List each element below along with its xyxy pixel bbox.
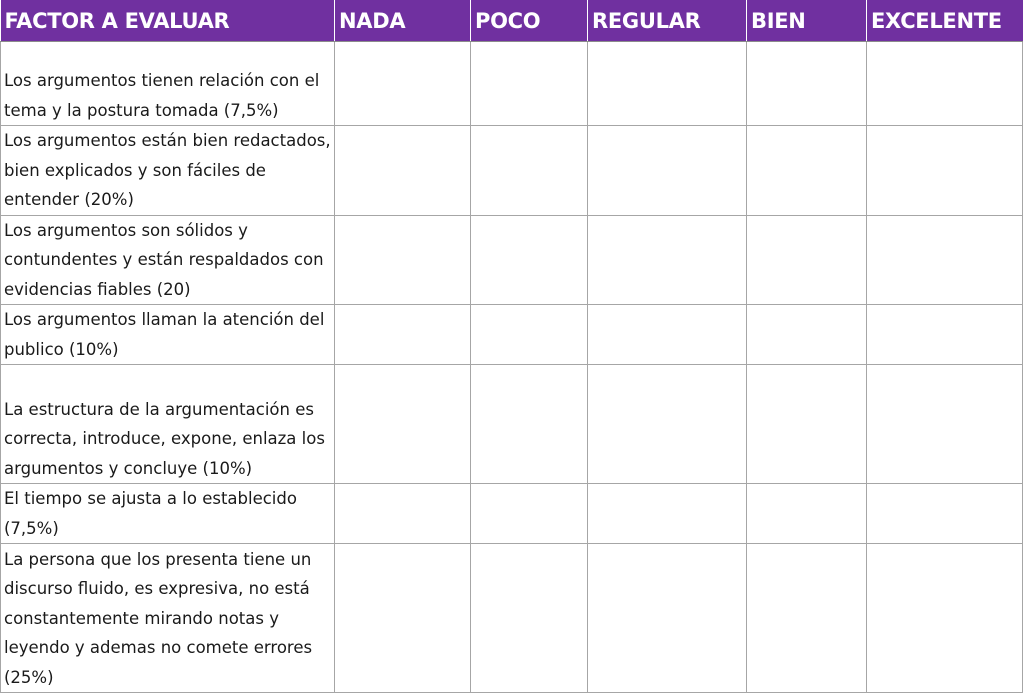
header-row — [1, 0, 1023, 42]
factor-cell: Los argumentos están bien redactados, bien explicados y son fáciles de entender (20%) — [1, 126, 335, 216]
factor-cell: Los argumentos son sólidos y contundentes y están respaldados con evidencias fiables (20) — [1, 215, 335, 305]
rating-cell-nada[interactable] — [335, 126, 471, 216]
rating-cell-regular[interactable] — [588, 484, 747, 544]
rating-cell-nada[interactable] — [335, 42, 471, 126]
rating-cell-bien[interactable] — [747, 126, 867, 216]
rating-cell-poco[interactable] — [471, 365, 588, 484]
rating-cell-bien[interactable] — [747, 42, 867, 126]
table-row — [1, 484, 1023, 544]
rating-cell-nada[interactable] — [335, 484, 471, 544]
rating-cell-excelente[interactable] — [867, 305, 1023, 365]
table-row — [1, 365, 1023, 484]
rating-cell-bien[interactable] — [747, 215, 867, 305]
rating-cell-regular[interactable] — [588, 544, 747, 693]
table-row — [1, 215, 1023, 305]
rating-cell-excelente[interactable] — [867, 215, 1023, 305]
rating-cell-bien[interactable] — [747, 365, 867, 484]
rating-cell-bien[interactable] — [747, 484, 867, 544]
rating-cell-poco[interactable] — [471, 215, 588, 305]
rating-cell-bien[interactable] — [747, 544, 867, 693]
rating-cell-poco[interactable] — [471, 544, 588, 693]
factor-cell: El tiempo se ajusta a lo establecido (7,5%) — [1, 484, 335, 544]
rating-cell-regular[interactable] — [588, 365, 747, 484]
rating-cell-regular[interactable] — [588, 126, 747, 216]
header-poco: POCO — [471, 0, 588, 42]
factor-cell: La estructura de la argumentación es correcta, introduce, expone, enlaza los argumentos y concluye (10%) — [1, 365, 335, 484]
table-row — [1, 126, 1023, 216]
table-row — [1, 305, 1023, 365]
rating-cell-nada[interactable] — [335, 215, 471, 305]
table-body — [1, 42, 1023, 693]
rating-cell-excelente[interactable] — [867, 544, 1023, 693]
table-header — [1, 0, 1023, 42]
rating-cell-excelente[interactable] — [867, 42, 1023, 126]
rating-cell-poco[interactable] — [471, 126, 588, 216]
rating-cell-nada[interactable] — [335, 305, 471, 365]
header-regular: REGULAR — [588, 0, 747, 42]
header-bien: BIEN — [747, 0, 867, 42]
rating-cell-poco[interactable] — [471, 305, 588, 365]
rating-cell-poco[interactable] — [471, 484, 588, 544]
header-nada: NADA — [335, 0, 471, 42]
factor-cell: La persona que los presenta tiene un discurso fluido, es expresiva, no está constantemente mirando notas y leyendo y ademas no comete errores (25%) — [1, 544, 335, 693]
factor-cell: Los argumentos tienen relación con el tema y la postura tomada (7,5%) — [1, 42, 335, 126]
rating-cell-bien[interactable] — [747, 305, 867, 365]
table-row — [1, 42, 1023, 126]
rating-cell-nada[interactable] — [335, 365, 471, 484]
rating-cell-regular[interactable] — [588, 42, 747, 126]
table-row — [1, 544, 1023, 693]
rating-cell-regular[interactable] — [588, 215, 747, 305]
rating-cell-excelente[interactable] — [867, 126, 1023, 216]
rating-cell-regular[interactable] — [588, 305, 747, 365]
rating-cell-excelente[interactable] — [867, 365, 1023, 484]
header-factor: FACTOR A EVALUAR — [1, 0, 335, 42]
rating-cell-excelente[interactable] — [867, 484, 1023, 544]
header-excelente: EXCELENTE — [867, 0, 1023, 42]
rating-cell-poco[interactable] — [471, 42, 588, 126]
rating-cell-nada[interactable] — [335, 544, 471, 693]
factor-cell: Los argumentos llaman la atención del publico (10%) — [1, 305, 335, 365]
